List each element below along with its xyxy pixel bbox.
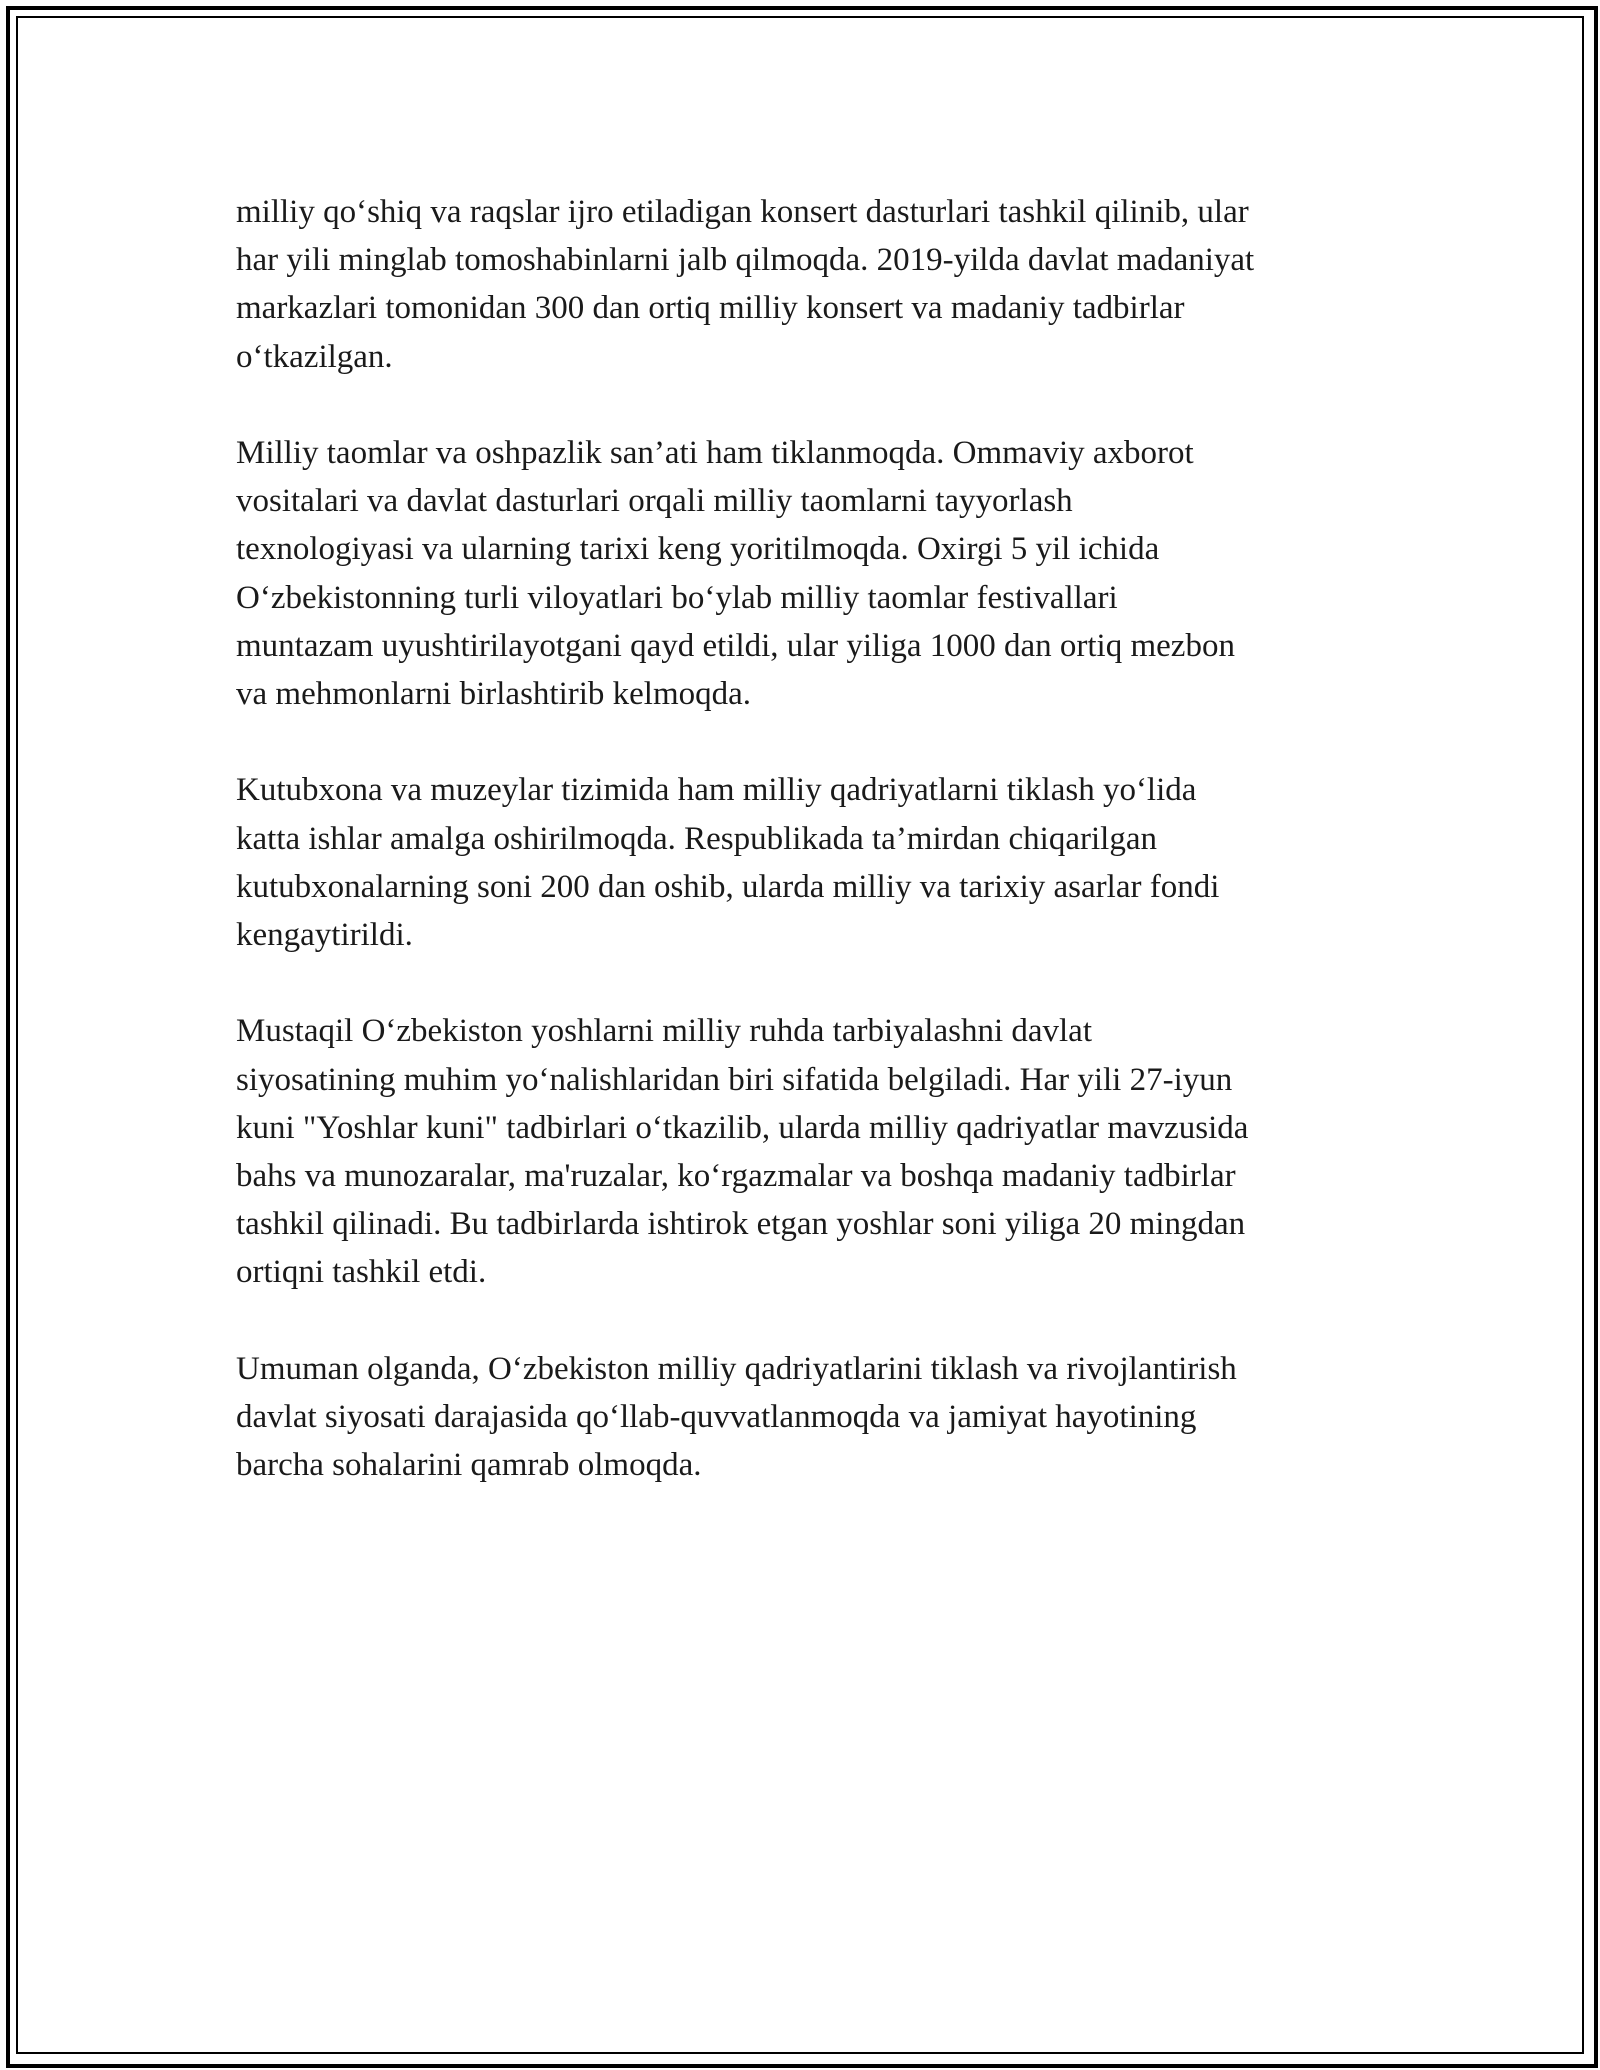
text-line: bahs va munozaralar, ma'ruzalar, ko‘rgazmalar va boshqa madaniy tadbirlar <box>236 1158 1236 1195</box>
text-line: o‘tkazilgan. <box>236 338 393 375</box>
text-line: kuni "Yoshlar kuni" tadbirlari o‘tkazilib, ularda milliy qadriyatlar mavzusida <box>236 1109 1249 1146</box>
text-line: ortiqni tashkil etdi. <box>236 1254 487 1291</box>
text-line: vositalari va davlat dasturlari orqali milliy taomlarni tayyorlash <box>236 483 1073 520</box>
text-line: kengaytirildi. <box>236 917 413 954</box>
paragraph-cuisine <box>236 429 1416 718</box>
text-line: markazlari tomonidan 300 dan ortiq milliy konsert va madaniy tadbirlar <box>236 290 1185 327</box>
text-line: texnologiyasi va ularning tarixi keng yoritilmoqda. Oxirgi 5 yil ichida <box>236 531 1160 568</box>
text-line: har yili minglab tomoshabinlarni jalb qilmoqda. 2019-yilda davlat madaniyat <box>236 242 1255 279</box>
text-line: va mehmonlarni birlashtirib kelmoqda. <box>236 676 752 713</box>
text-line: Mustaqil O‘zbekiston yoshlarni milliy ruhda tarbiyalashni davlat <box>236 1013 1093 1050</box>
paragraph-conclusion <box>236 1345 1416 1490</box>
text-line: milliy qo‘shiq va raqslar ijro etiladigan konsert dasturlari tashkil qilinib, ular <box>236 194 1249 230</box>
text-line: davlat siyosati darajasida qo‘llab-quvvatlanmoqda va jamiyat hayotining <box>236 1399 1197 1436</box>
text-line: barcha sohalarini qamrab olmoqda. <box>236 1447 702 1484</box>
text-line: Milliy taomlar va oshpazlik san’ati ham tiklanmoqda. Ommaviy axborot <box>236 435 1194 471</box>
text-line: O‘zbekistonning turli viloyatlari bo‘ylab milliy taomlar festivallari <box>236 579 1118 616</box>
text-line: kutubxonalarning soni 200 dan oshib, ularda milliy va tarixiy asarlar fondi <box>236 868 1220 905</box>
text-line: muntazam uyushtirilayotgani qayd etildi, ular yiliga 1000 dan ortiq mezbon <box>236 627 1235 664</box>
text-line: siyosatining muhim yo‘nalishlaridan biri sifatida belgiladi. Har yili 27-iyun <box>236 1061 1233 1098</box>
document-body <box>236 188 1416 1538</box>
text-line: Kutubxona va muzeylar tizimida ham milliy qadriyatlarni tiklash yo‘lida <box>236 772 1197 809</box>
paragraph-youth <box>236 1007 1416 1296</box>
text-line: Umuman olganda, O‘zbekiston milliy qadriyatlarini tiklash va rivojlantirish <box>236 1350 1237 1387</box>
text-line: katta ishlar amalga oshirilmoqda. Respublikada ta’mirdan chiqarilgan <box>236 820 1157 857</box>
paragraph-libraries <box>236 766 1416 959</box>
text-line: tashkil qilinadi. Bu tadbirlarda ishtirok etgan yoshlar soni yiliga 20 mingdan <box>236 1206 1246 1243</box>
paragraph-concerts <box>236 188 1416 381</box>
